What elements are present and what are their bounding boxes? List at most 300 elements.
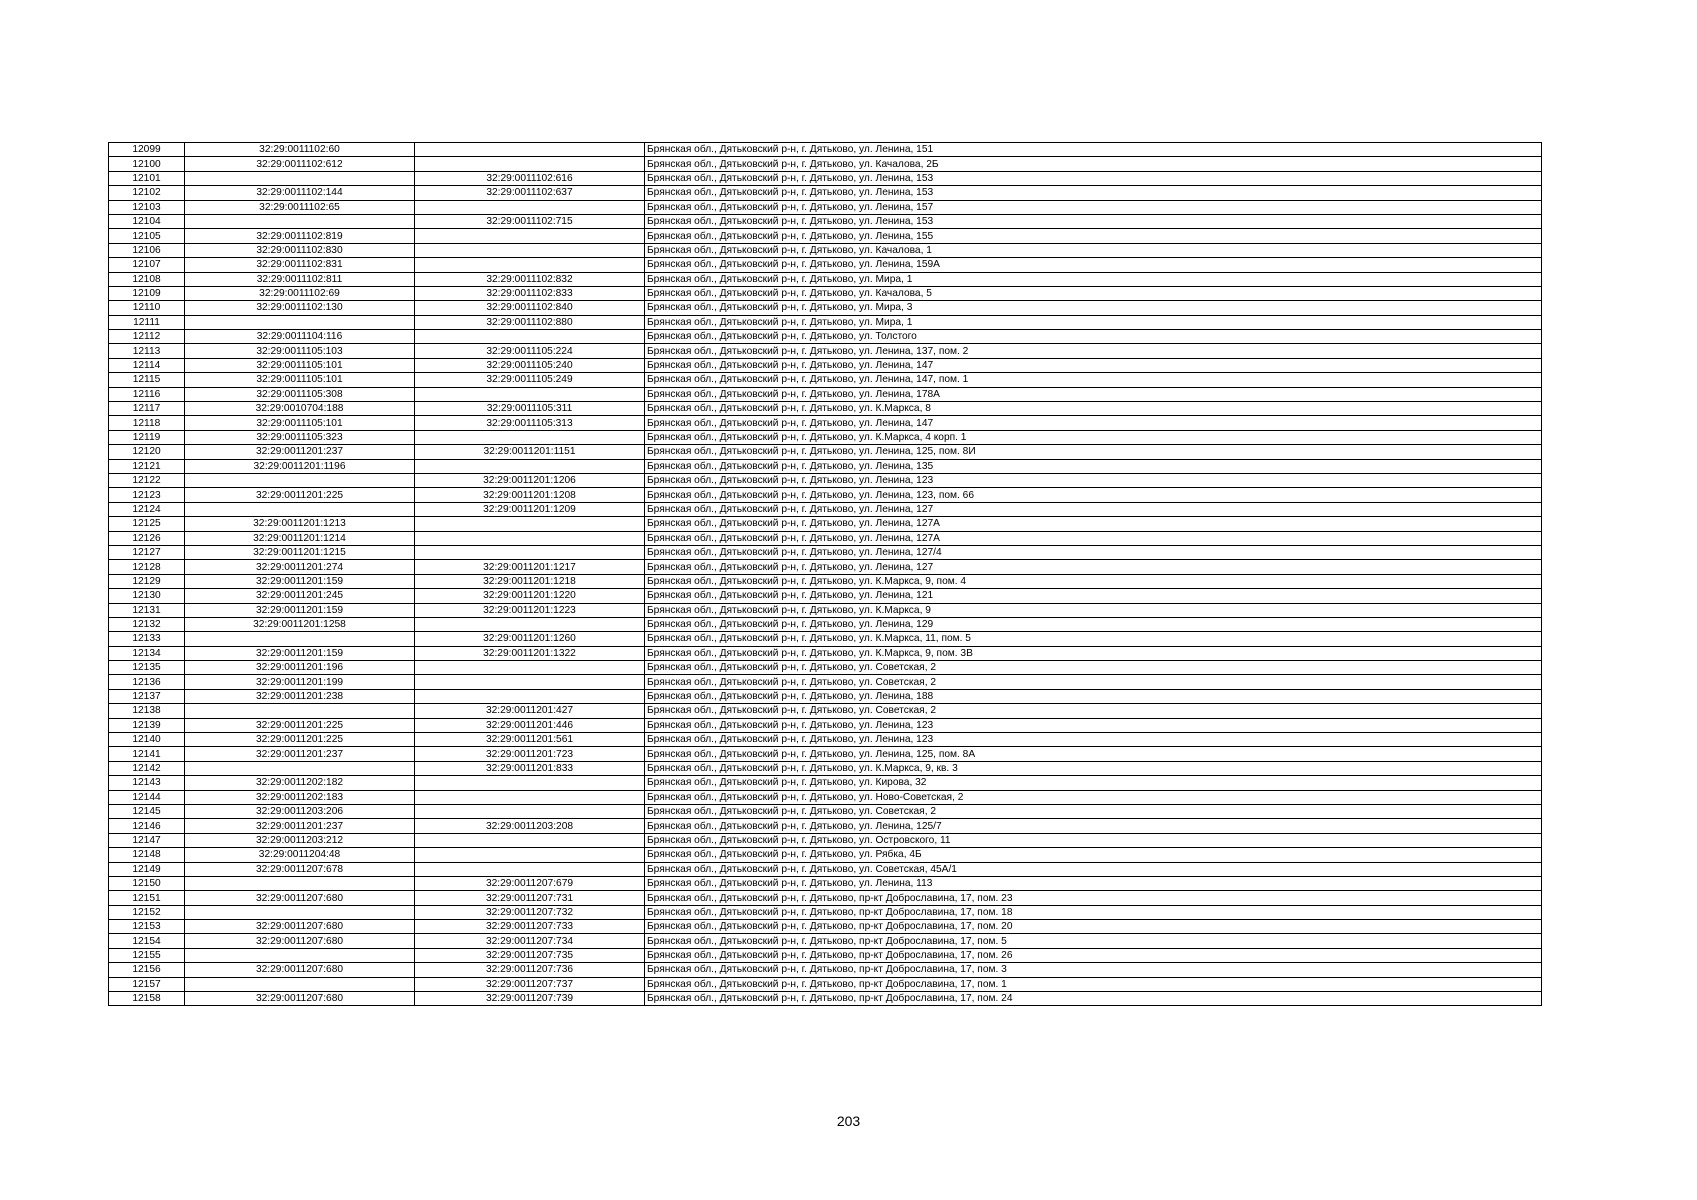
row-number-cell: 12120	[109, 445, 185, 459]
cadastral-number-cell: 32:29:0011201:225	[185, 718, 415, 732]
linked-cadastral-number-cell	[415, 617, 645, 631]
table-row	[109, 473, 1542, 487]
address-cell: Брянская обл., Дятьковский р-н, г. Дятьково, ул. Ленина, 127/4	[645, 545, 1542, 559]
row-number-cell: 12112	[109, 330, 185, 344]
row-number-cell: 12107	[109, 258, 185, 272]
linked-cadastral-number-cell: 32:29:0011201:1260	[415, 632, 645, 646]
cadastral-number-cell: 32:29:0011201:1215	[185, 545, 415, 559]
address-cell: Брянская обл., Дятьковский р-н, г. Дятьково, ул. Советская, 2	[645, 804, 1542, 818]
cadastral-number-cell: 32:29:0011102:819	[185, 229, 415, 243]
linked-cadastral-number-cell	[415, 258, 645, 272]
table-row	[109, 661, 1542, 675]
cadastral-number-cell: 32:29:0011105:103	[185, 344, 415, 358]
cadastral-number-cell: 32:29:0011102:69	[185, 286, 415, 300]
table-row	[109, 574, 1542, 588]
row-number-cell: 12145	[109, 804, 185, 818]
row-number-cell: 12128	[109, 560, 185, 574]
table-row	[109, 617, 1542, 631]
row-number-cell: 12125	[109, 517, 185, 531]
linked-cadastral-number-cell: 32:29:0011207:731	[415, 891, 645, 905]
table-row	[109, 718, 1542, 732]
linked-cadastral-number-cell: 32:29:0011207:733	[415, 920, 645, 934]
row-number-cell: 12142	[109, 761, 185, 775]
row-number-cell: 12154	[109, 934, 185, 948]
table-row	[109, 948, 1542, 962]
table-row	[109, 963, 1542, 977]
row-number-cell: 12140	[109, 733, 185, 747]
linked-cadastral-number-cell: 32:29:0011201:1208	[415, 488, 645, 502]
cadastral-number-cell: 32:29:0011201:225	[185, 488, 415, 502]
linked-cadastral-number-cell: 32:29:0011201:833	[415, 761, 645, 775]
linked-cadastral-number-cell: 32:29:0011105:313	[415, 416, 645, 430]
table-row	[109, 848, 1542, 862]
cadastral-number-cell: 32:29:0011201:1213	[185, 517, 415, 531]
address-cell: Брянская обл., Дятьковский р-н, г. Дятьково, ул. Ленина, 135	[645, 459, 1542, 473]
table-row	[109, 804, 1542, 818]
linked-cadastral-number-cell	[415, 790, 645, 804]
row-number-cell: 12116	[109, 387, 185, 401]
address-cell: Брянская обл., Дятьковский р-н, г. Дятьково, пр-кт Доброславина, 17, пом. 18	[645, 905, 1542, 919]
table-row	[109, 373, 1542, 387]
row-number-cell: 12136	[109, 675, 185, 689]
row-number-cell: 12121	[109, 459, 185, 473]
linked-cadastral-number-cell: 32:29:0011201:1322	[415, 646, 645, 660]
cadastral-number-cell: 32:29:0011207:680	[185, 891, 415, 905]
table-row	[109, 761, 1542, 775]
cadastral-number-cell: 32:29:0011104:116	[185, 330, 415, 344]
address-cell: Брянская обл., Дятьковский р-н, г. Дятьково, ул. Мира, 1	[645, 272, 1542, 286]
table-row	[109, 157, 1542, 171]
address-cell: Брянская обл., Дятьковский р-н, г. Дятьково, пр-кт Доброславина, 17, пом. 23	[645, 891, 1542, 905]
linked-cadastral-number-cell	[415, 833, 645, 847]
address-cell: Брянская обл., Дятьковский р-н, г. Дятьково, ул. Ленина, 153	[645, 171, 1542, 185]
row-number-cell: 12102	[109, 186, 185, 200]
row-number-cell: 12148	[109, 848, 185, 862]
linked-cadastral-number-cell: 32:29:0011207:735	[415, 948, 645, 962]
table-row	[109, 675, 1542, 689]
address-cell: Брянская обл., Дятьковский р-н, г. Дятьково, ул. Ленина, 127А	[645, 517, 1542, 531]
table-row	[109, 545, 1542, 559]
linked-cadastral-number-cell	[415, 330, 645, 344]
linked-cadastral-number-cell: 32:29:0011201:1209	[415, 502, 645, 516]
cadastral-number-cell: 32:29:0011102:811	[185, 272, 415, 286]
row-number-cell: 12134	[109, 646, 185, 660]
address-cell: Брянская обл., Дятьковский р-н, г. Дятьково, ул. Ленина, 123, пом. 66	[645, 488, 1542, 502]
address-cell: Брянская обл., Дятьковский р-н, г. Дятьково, ул. Ленина, 153	[645, 214, 1542, 228]
linked-cadastral-number-cell: 32:29:0011207:732	[415, 905, 645, 919]
address-cell: Брянская обл., Дятьковский р-н, г. Дятьково, ул. Качалова, 5	[645, 286, 1542, 300]
table-row	[109, 920, 1542, 934]
linked-cadastral-number-cell: 32:29:0011102:616	[415, 171, 645, 185]
address-cell: Брянская обл., Дятьковский р-н, г. Дятьково, пр-кт Доброславина, 17, пом. 3	[645, 963, 1542, 977]
address-cell: Брянская обл., Дятьковский р-н, г. Дятьково, ул. Советская, 45А/1	[645, 862, 1542, 876]
address-cell: Брянская обл., Дятьковский р-н, г. Дятьково, ул. Ленина, 157	[645, 200, 1542, 214]
cadastral-number-cell: 32:29:0011201:159	[185, 603, 415, 617]
address-cell: Брянская обл., Дятьковский р-н, г. Дятьково, пр-кт Доброславина, 17, пом. 26	[645, 948, 1542, 962]
table-row	[109, 243, 1542, 257]
cadastral-number-cell: 32:29:0011202:183	[185, 790, 415, 804]
linked-cadastral-number-cell: 32:29:0011105:249	[415, 373, 645, 387]
row-number-cell: 12135	[109, 661, 185, 675]
table-row	[109, 286, 1542, 300]
address-cell: Брянская обл., Дятьковский р-н, г. Дятьково, ул. Ленина, 127А	[645, 531, 1542, 545]
cadastral-number-cell: 32:29:0011201:159	[185, 574, 415, 588]
linked-cadastral-number-cell: 32:29:0011102:832	[415, 272, 645, 286]
row-number-cell: 12157	[109, 977, 185, 991]
linked-cadastral-number-cell	[415, 804, 645, 818]
address-cell: Брянская обл., Дятьковский р-н, г. Дятьково, ул. Ленина, 147, пом. 1	[645, 373, 1542, 387]
address-cell: Брянская обл., Дятьковский р-н, г. Дятьково, пр-кт Доброславина, 17, пом. 5	[645, 934, 1542, 948]
table-row	[109, 330, 1542, 344]
row-number-cell: 12152	[109, 905, 185, 919]
address-cell: Брянская обл., Дятьковский р-н, г. Дятьково, ул. Ленина, 159А	[645, 258, 1542, 272]
table-row	[109, 992, 1542, 1006]
address-cell: Брянская обл., Дятьковский р-н, г. Дятьково, ул. Ленина, 137, пом. 2	[645, 344, 1542, 358]
row-number-cell: 12158	[109, 992, 185, 1006]
row-number-cell: 12118	[109, 416, 185, 430]
linked-cadastral-number-cell: 32:29:0011201:723	[415, 747, 645, 761]
cadastral-number-cell: 32:29:0011105:323	[185, 430, 415, 444]
table-row	[109, 200, 1542, 214]
row-number-cell: 12099	[109, 143, 185, 157]
linked-cadastral-number-cell: 32:29:0011207:737	[415, 977, 645, 991]
linked-cadastral-number-cell: 32:29:0011203:208	[415, 819, 645, 833]
table-row	[109, 517, 1542, 531]
row-number-cell: 12141	[109, 747, 185, 761]
linked-cadastral-number-cell	[415, 848, 645, 862]
table-row	[109, 833, 1542, 847]
cadastral-number-cell: 32:29:0011201:159	[185, 646, 415, 660]
address-cell: Брянская обл., Дятьковский р-н, г. Дятьково, ул. К.Маркса, 11, пом. 5	[645, 632, 1542, 646]
linked-cadastral-number-cell: 32:29:0011105:311	[415, 402, 645, 416]
row-number-cell: 12146	[109, 819, 185, 833]
linked-cadastral-number-cell: 32:29:0011201:561	[415, 733, 645, 747]
address-cell: Брянская обл., Дятьковский р-н, г. Дятьково, ул. Рябка, 4Б	[645, 848, 1542, 862]
table-row	[109, 402, 1542, 416]
cadastral-number-cell	[185, 876, 415, 890]
table-row	[109, 646, 1542, 660]
address-cell: Брянская обл., Дятьковский р-н, г. Дятьково, ул. К.Маркса, 8	[645, 402, 1542, 416]
table-row	[109, 560, 1542, 574]
address-cell: Брянская обл., Дятьковский р-н, г. Дятьково, ул. Ленина, 121	[645, 589, 1542, 603]
linked-cadastral-number-cell: 32:29:0011201:1218	[415, 574, 645, 588]
address-cell: Брянская обл., Дятьковский р-н, г. Дятьково, ул. Мира, 3	[645, 301, 1542, 315]
registry-table	[108, 142, 1542, 1006]
row-number-cell: 12113	[109, 344, 185, 358]
linked-cadastral-number-cell: 32:29:0011201:1220	[415, 589, 645, 603]
linked-cadastral-number-cell: 32:29:0011201:1206	[415, 473, 645, 487]
row-number-cell: 12153	[109, 920, 185, 934]
cadastral-number-cell: 32:29:0011207:680	[185, 963, 415, 977]
table-row	[109, 790, 1542, 804]
cadastral-number-cell	[185, 761, 415, 775]
cadastral-number-cell: 32:29:0011207:678	[185, 862, 415, 876]
row-number-cell: 12103	[109, 200, 185, 214]
linked-cadastral-number-cell	[415, 517, 645, 531]
table-row	[109, 301, 1542, 315]
cadastral-number-cell: 32:29:0011201:225	[185, 733, 415, 747]
address-cell: Брянская обл., Дятьковский р-н, г. Дятьково, ул. К.Маркса, 9, кв. 3	[645, 761, 1542, 775]
linked-cadastral-number-cell	[415, 675, 645, 689]
linked-cadastral-number-cell: 32:29:0011207:679	[415, 876, 645, 890]
cadastral-number-cell: 32:29:0011201:1196	[185, 459, 415, 473]
cadastral-number-cell: 32:29:0011201:245	[185, 589, 415, 603]
linked-cadastral-number-cell	[415, 545, 645, 559]
table-row	[109, 214, 1542, 228]
address-cell: Брянская обл., Дятьковский р-н, г. Дятьково, ул. К.Маркса, 9, пом. 4	[645, 574, 1542, 588]
table-row	[109, 315, 1542, 329]
table-row	[109, 229, 1542, 243]
cadastral-number-cell: 32:29:0011105:101	[185, 416, 415, 430]
address-cell: Брянская обл., Дятьковский р-н, г. Дятьково, ул. Советская, 2	[645, 704, 1542, 718]
cadastral-number-cell: 32:29:0011201:196	[185, 661, 415, 675]
row-number-cell: 12137	[109, 689, 185, 703]
table-row	[109, 589, 1542, 603]
linked-cadastral-number-cell	[415, 387, 645, 401]
cadastral-number-cell: 32:29:0011203:212	[185, 833, 415, 847]
table-row	[109, 186, 1542, 200]
linked-cadastral-number-cell: 32:29:0011207:736	[415, 963, 645, 977]
address-cell: Брянская обл., Дятьковский р-н, г. Дятьково, ул. Ленина, 127	[645, 502, 1542, 516]
row-number-cell: 12115	[109, 373, 185, 387]
linked-cadastral-number-cell: 32:29:0011201:1151	[415, 445, 645, 459]
cadastral-number-cell: 32:29:0010704:188	[185, 402, 415, 416]
cadastral-number-cell: 32:29:0011102:60	[185, 143, 415, 157]
address-cell: Брянская обл., Дятьковский р-н, г. Дятьково, ул. Ленина, 123	[645, 718, 1542, 732]
address-cell: Брянская обл., Дятьковский р-н, г. Дятьково, ул. Качалова, 2Б	[645, 157, 1542, 171]
registry-table-body	[109, 143, 1542, 1006]
table-row	[109, 171, 1542, 185]
cadastral-number-cell: 32:29:0011207:680	[185, 934, 415, 948]
row-number-cell: 12111	[109, 315, 185, 329]
cadastral-number-cell: 32:29:0011204:48	[185, 848, 415, 862]
table-row	[109, 689, 1542, 703]
cadastral-number-cell: 32:29:0011102:144	[185, 186, 415, 200]
table-row	[109, 905, 1542, 919]
cadastral-number-cell: 32:29:0011102:831	[185, 258, 415, 272]
cadastral-number-cell: 32:29:0011201:237	[185, 819, 415, 833]
row-number-cell: 12156	[109, 963, 185, 977]
linked-cadastral-number-cell	[415, 430, 645, 444]
cadastral-number-cell: 32:29:0011201:238	[185, 689, 415, 703]
address-cell: Брянская обл., Дятьковский р-н, г. Дятьково, ул. Ленина, 127	[645, 560, 1542, 574]
row-number-cell: 12114	[109, 358, 185, 372]
cadastral-number-cell: 32:29:0011207:680	[185, 992, 415, 1006]
address-cell: Брянская обл., Дятьковский р-н, г. Дятьково, ул. Ленина, 147	[645, 416, 1542, 430]
address-cell: Брянская обл., Дятьковский р-н, г. Дятьково, ул. Ленина, 153	[645, 186, 1542, 200]
linked-cadastral-number-cell: 32:29:0011201:1217	[415, 560, 645, 574]
row-number-cell: 12130	[109, 589, 185, 603]
linked-cadastral-number-cell: 32:29:0011201:446	[415, 718, 645, 732]
address-cell: Брянская обл., Дятьковский р-н, г. Дятьково, ул. Островского, 11	[645, 833, 1542, 847]
cadastral-number-cell	[185, 473, 415, 487]
row-number-cell: 12104	[109, 214, 185, 228]
linked-cadastral-number-cell: 32:29:0011102:833	[415, 286, 645, 300]
address-cell: Брянская обл., Дятьковский р-н, г. Дятьково, ул. К.Маркса, 4 корп. 1	[645, 430, 1542, 444]
row-number-cell: 12106	[109, 243, 185, 257]
row-number-cell: 12126	[109, 531, 185, 545]
row-number-cell: 12151	[109, 891, 185, 905]
table-row	[109, 776, 1542, 790]
cadastral-number-cell	[185, 905, 415, 919]
cadastral-number-cell	[185, 315, 415, 329]
row-number-cell: 12101	[109, 171, 185, 185]
page-number: 203	[836, 1113, 861, 1129]
table-row	[109, 459, 1542, 473]
address-cell: Брянская обл., Дятьковский р-н, г. Дятьково, ул. Ленина, 178А	[645, 387, 1542, 401]
address-cell: Брянская обл., Дятьковский р-н, г. Дятьково, ул. Ленина, 123	[645, 733, 1542, 747]
linked-cadastral-number-cell: 32:29:0011201:1223	[415, 603, 645, 617]
address-cell: Брянская обл., Дятьковский р-н, г. Дятьково, ул. Ленина, 125/7	[645, 819, 1542, 833]
row-number-cell: 12127	[109, 545, 185, 559]
address-cell: Брянская обл., Дятьковский р-н, г. Дятьково, пр-кт Доброславина, 17, пом. 24	[645, 992, 1542, 1006]
cadastral-number-cell	[185, 632, 415, 646]
row-number-cell: 12122	[109, 473, 185, 487]
linked-cadastral-number-cell: 32:29:0011102:715	[415, 214, 645, 228]
linked-cadastral-number-cell: 32:29:0011201:427	[415, 704, 645, 718]
linked-cadastral-number-cell: 32:29:0011105:240	[415, 358, 645, 372]
linked-cadastral-number-cell	[415, 661, 645, 675]
row-number-cell: 12110	[109, 301, 185, 315]
table-row	[109, 632, 1542, 646]
linked-cadastral-number-cell: 32:29:0011207:734	[415, 934, 645, 948]
address-cell: Брянская обл., Дятьковский р-н, г. Дятьково, ул. Ленина, 188	[645, 689, 1542, 703]
table-row	[109, 891, 1542, 905]
row-number-cell: 12109	[109, 286, 185, 300]
table-row	[109, 272, 1542, 286]
cadastral-number-cell: 32:29:0011201:1258	[185, 617, 415, 631]
address-cell: Брянская обл., Дятьковский р-н, г. Дятьково, ул. К.Маркса, 9, пом. 3В	[645, 646, 1542, 660]
table-row	[109, 445, 1542, 459]
address-cell: Брянская обл., Дятьковский р-н, г. Дятьково, ул. Мира, 1	[645, 315, 1542, 329]
table-row	[109, 977, 1542, 991]
cadastral-number-cell: 32:29:0011102:612	[185, 157, 415, 171]
table-row	[109, 502, 1542, 516]
linked-cadastral-number-cell	[415, 143, 645, 157]
cadastral-number-cell: 32:29:0011203:206	[185, 804, 415, 818]
table-row	[109, 747, 1542, 761]
row-number-cell: 12129	[109, 574, 185, 588]
linked-cadastral-number-cell: 32:29:0011102:880	[415, 315, 645, 329]
row-number-cell: 12133	[109, 632, 185, 646]
linked-cadastral-number-cell: 32:29:0011207:739	[415, 992, 645, 1006]
linked-cadastral-number-cell: 32:29:0011105:224	[415, 344, 645, 358]
address-cell: Брянская обл., Дятьковский р-н, г. Дятьково, ул. Ленина, 125, пом. 8А	[645, 747, 1542, 761]
cadastral-number-cell	[185, 977, 415, 991]
linked-cadastral-number-cell	[415, 531, 645, 545]
cadastral-number-cell: 32:29:0011102:65	[185, 200, 415, 214]
table-row	[109, 603, 1542, 617]
linked-cadastral-number-cell: 32:29:0011102:840	[415, 301, 645, 315]
address-cell: Брянская обл., Дятьковский р-н, г. Дятьково, ул. Качалова, 1	[645, 243, 1542, 257]
row-number-cell: 12123	[109, 488, 185, 502]
address-cell: Брянская обл., Дятьковский р-н, г. Дятьково, ул. Советская, 2	[645, 675, 1542, 689]
row-number-cell: 12108	[109, 272, 185, 286]
address-cell: Брянская обл., Дятьковский р-н, г. Дятьково, ул. Ленина, 123	[645, 473, 1542, 487]
address-cell: Брянская обл., Дятьковский р-н, г. Дятьково, ул. Ленина, 125, пом. 8И	[645, 445, 1542, 459]
cadastral-number-cell: 32:29:0011201:199	[185, 675, 415, 689]
cadastral-number-cell: 32:29:0011201:237	[185, 747, 415, 761]
row-number-cell: 12149	[109, 862, 185, 876]
table-row	[109, 876, 1542, 890]
cadastral-number-cell	[185, 704, 415, 718]
row-number-cell: 12100	[109, 157, 185, 171]
cadastral-number-cell: 32:29:0011102:830	[185, 243, 415, 257]
table-row	[109, 258, 1542, 272]
cadastral-number-cell: 32:29:0011201:274	[185, 560, 415, 574]
row-number-cell: 12139	[109, 718, 185, 732]
linked-cadastral-number-cell	[415, 229, 645, 243]
row-number-cell: 12117	[109, 402, 185, 416]
cadastral-number-cell: 32:29:0011202:182	[185, 776, 415, 790]
row-number-cell: 12150	[109, 876, 185, 890]
address-cell: Брянская обл., Дятьковский р-н, г. Дятьково, ул. Толстого	[645, 330, 1542, 344]
linked-cadastral-number-cell	[415, 243, 645, 257]
table-row	[109, 344, 1542, 358]
cadastral-number-cell: 32:29:0011201:237	[185, 445, 415, 459]
linked-cadastral-number-cell	[415, 459, 645, 473]
table-row	[109, 387, 1542, 401]
row-number-cell: 12131	[109, 603, 185, 617]
linked-cadastral-number-cell	[415, 776, 645, 790]
table-row	[109, 143, 1542, 157]
cadastral-number-cell	[185, 171, 415, 185]
row-number-cell: 12105	[109, 229, 185, 243]
table-row	[109, 934, 1542, 948]
address-cell: Брянская обл., Дятьковский р-н, г. Дятьково, ул. Ленина, 151	[645, 143, 1542, 157]
address-cell: Брянская обл., Дятьковский р-н, г. Дятьково, пр-кт Доброславина, 17, пом. 1	[645, 977, 1542, 991]
table-row	[109, 704, 1542, 718]
table-row	[109, 531, 1542, 545]
table-row	[109, 862, 1542, 876]
row-number-cell: 12138	[109, 704, 185, 718]
linked-cadastral-number-cell: 32:29:0011102:637	[415, 186, 645, 200]
cadastral-number-cell	[185, 948, 415, 962]
cadastral-number-cell: 32:29:0011207:680	[185, 920, 415, 934]
address-cell: Брянская обл., Дятьковский р-н, г. Дятьково, ул. Кирова, 32	[645, 776, 1542, 790]
cadastral-number-cell: 32:29:0011102:130	[185, 301, 415, 315]
address-cell: Брянская обл., Дятьковский р-н, г. Дятьково, ул. Ленина, 147	[645, 358, 1542, 372]
address-cell: Брянская обл., Дятьковский р-н, г. Дятьково, ул. Советская, 2	[645, 661, 1542, 675]
cadastral-number-cell	[185, 502, 415, 516]
linked-cadastral-number-cell	[415, 200, 645, 214]
table-row	[109, 416, 1542, 430]
table-row	[109, 733, 1542, 747]
address-cell: Брянская обл., Дятьковский р-н, г. Дятьково, ул. Ленина, 155	[645, 229, 1542, 243]
address-cell: Брянская обл., Дятьковский р-н, г. Дятьково, ул. Ленина, 113	[645, 876, 1542, 890]
cadastral-number-cell: 32:29:0011201:1214	[185, 531, 415, 545]
row-number-cell: 12144	[109, 790, 185, 804]
linked-cadastral-number-cell	[415, 689, 645, 703]
row-number-cell: 12124	[109, 502, 185, 516]
address-cell: Брянская обл., Дятьковский р-н, г. Дятьково, пр-кт Доброславина, 17, пом. 20	[645, 920, 1542, 934]
address-cell: Брянская обл., Дятьковский р-н, г. Дятьково, ул. Ленина, 129	[645, 617, 1542, 631]
row-number-cell: 12143	[109, 776, 185, 790]
linked-cadastral-number-cell	[415, 862, 645, 876]
address-cell: Брянская обл., Дятьковский р-н, г. Дятьково, ул. К.Маркса, 9	[645, 603, 1542, 617]
table-row	[109, 488, 1542, 502]
row-number-cell: 12119	[109, 430, 185, 444]
table-row	[109, 819, 1542, 833]
row-number-cell: 12155	[109, 948, 185, 962]
table-row	[109, 430, 1542, 444]
cadastral-number-cell	[185, 214, 415, 228]
row-number-cell: 12147	[109, 833, 185, 847]
cadastral-number-cell: 32:29:0011105:101	[185, 358, 415, 372]
cadastral-number-cell: 32:29:0011105:308	[185, 387, 415, 401]
table-row	[109, 358, 1542, 372]
linked-cadastral-number-cell	[415, 157, 645, 171]
